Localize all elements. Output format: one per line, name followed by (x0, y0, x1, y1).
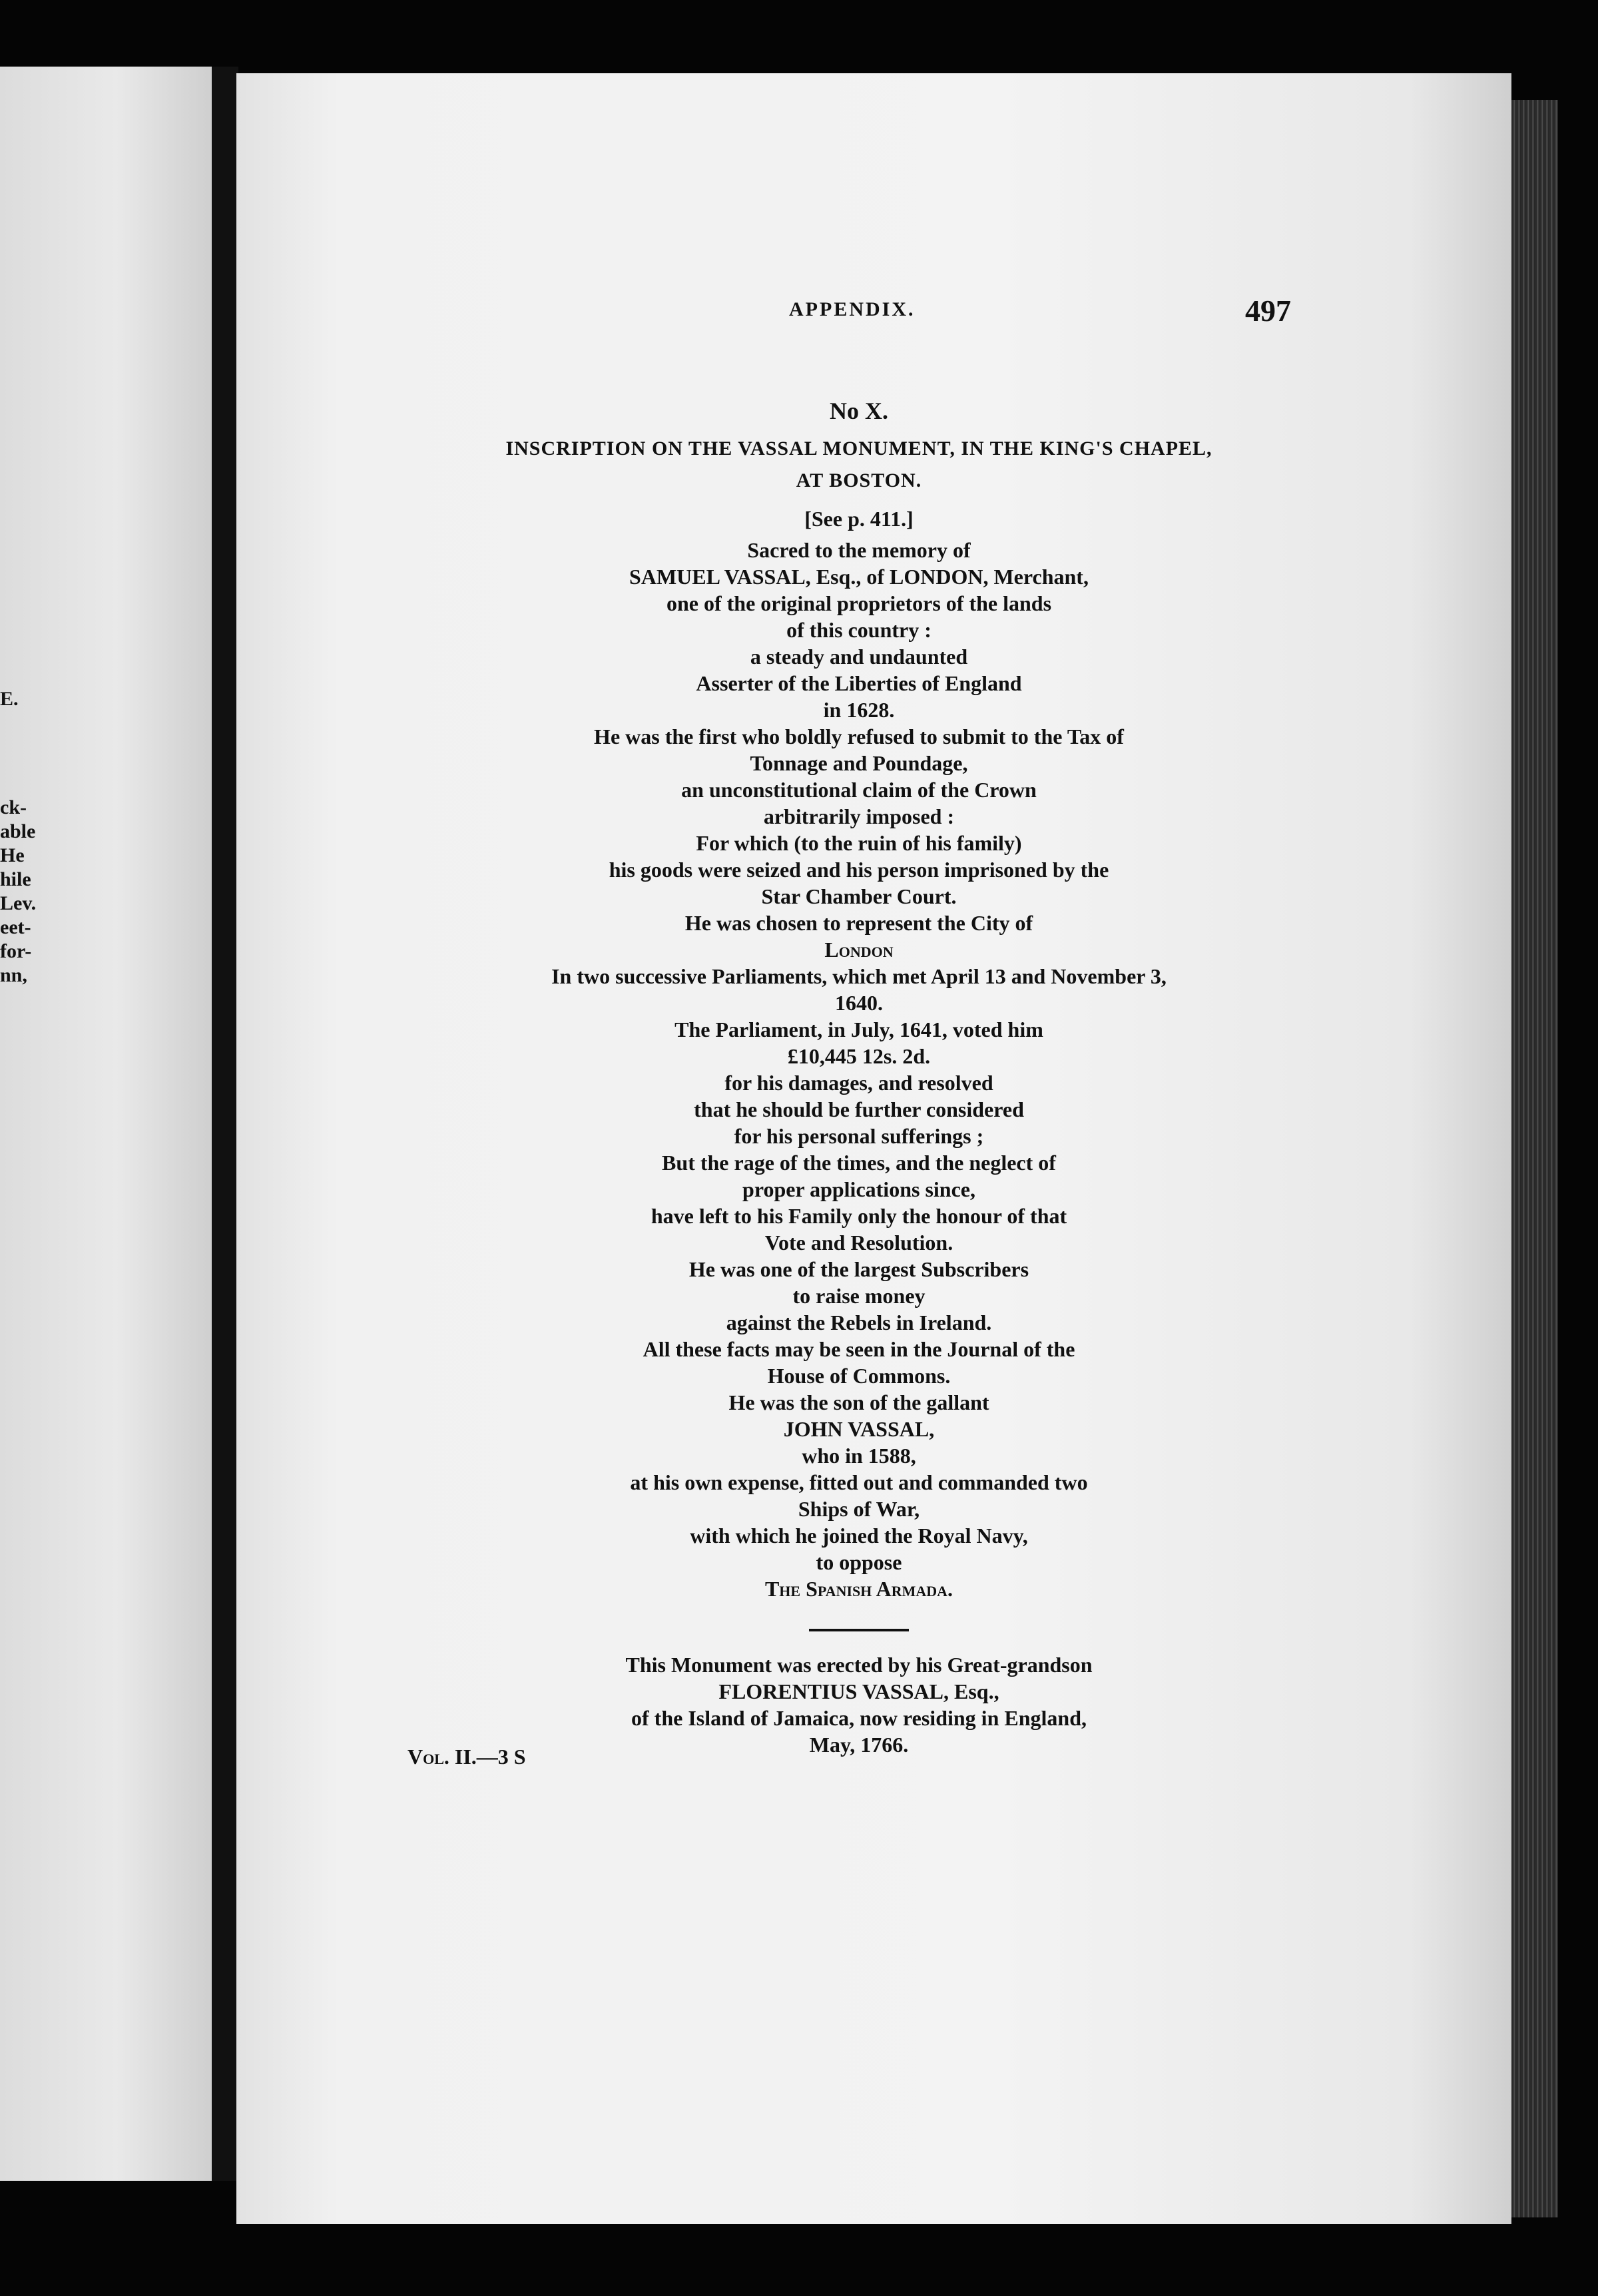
inscription-line: Star Chamber Court. (761, 884, 957, 908)
left-facing-page (0, 67, 212, 2181)
inscription-line: 1640. (835, 991, 883, 1015)
section-number: No X. (830, 398, 888, 424)
left-page-fragment: ck- (0, 796, 27, 818)
inscription-text (393, 537, 1325, 1602)
inscription-line: The Spanish Armada. (764, 1577, 953, 1601)
inscription-line: to raise money (792, 1284, 926, 1308)
inscription-line: of this country : (786, 618, 932, 642)
inscription-line: He was one of the largest Subscribers (688, 1257, 1029, 1281)
section-divider (809, 1629, 909, 1631)
inscription-line: The Parliament, in July, 1641, voted him (674, 1017, 1043, 1041)
inscription-line: For which (to the ruin of his family) (696, 831, 1022, 855)
inscription-line: a steady and undaunted (750, 645, 968, 669)
inscription-line: in 1628. (823, 698, 895, 722)
inscription-line: SAMUEL VASSAL, Esq., of LONDON, Merchant, (629, 565, 1089, 589)
dedication-line: May, 1766. (809, 1733, 909, 1757)
inscription-line: against the Rebels in Ireland. (726, 1310, 992, 1334)
inscription-line: an unconstitutional claim of the Crown (681, 778, 1037, 802)
inscription-line: his goods were seized and his person imprisoned by the (609, 858, 1109, 882)
section-title (393, 433, 1325, 497)
inscription-line: Tonnage and Poundage, (750, 751, 968, 775)
inscription-line: for his damages, and resolved (724, 1071, 993, 1095)
main-content (393, 393, 1325, 1758)
inscription-line: He was the first who boldly refused to submit to the Tax of (594, 724, 1124, 748)
inscription-line: JOHN VASSAL, (783, 1417, 935, 1441)
page-number: 497 (1245, 294, 1291, 328)
inscription-line: at his own expense, fitted out and commanded two (630, 1470, 1088, 1494)
left-page-fragment: able (0, 820, 36, 842)
inscription-line: London (824, 938, 894, 962)
inscription-line: proper applications since, (742, 1177, 975, 1201)
left-page-fragment: for- (0, 940, 32, 962)
inscription-line: for his personal sufferings ; (734, 1124, 984, 1148)
inscription-line: who in 1588, (802, 1444, 916, 1468)
inscription-line: Ships of War, (798, 1497, 920, 1521)
dedication-line: FLORENTIUS VASSAL, Esq., (718, 1679, 999, 1703)
inscription-line: Sacred to the memory of (747, 538, 971, 562)
inscription-line: Asserter of the Liberties of England (696, 671, 1022, 695)
inscription-line: £10,445 12s. 2d. (787, 1044, 931, 1068)
inscription-line: to oppose (816, 1550, 902, 1574)
inscription-line: Vote and Resolution. (764, 1231, 953, 1255)
section-title-line: INSCRIPTION ON THE VASSAL MONUMENT, IN THE KING'S CHAPEL, (505, 437, 1212, 459)
inscription-line: He was the son of the gallant (728, 1390, 989, 1414)
left-page-fragment: Lev. (0, 892, 37, 914)
left-page-fragment: nn, (0, 964, 27, 986)
inscription-line: In two successive Parliaments, which met April 13 and November 3, (551, 964, 1167, 988)
volume-signature: Vol. II.—3 S (407, 1745, 526, 1769)
page-edge (1511, 100, 1558, 2217)
inscription-line: All these facts may be seen in the Journal of the (643, 1337, 1075, 1361)
running-head: APPENDIX. (789, 298, 916, 320)
cross-reference: [See p. 411.] (804, 507, 914, 531)
dedication-line: of the Island of Jamaica, now residing in England, (631, 1706, 1087, 1730)
monument-dedication (393, 1651, 1325, 1758)
inscription-line: But the rage of the times, and the neglect of (662, 1151, 1056, 1175)
inscription-line: that he should be further considered (694, 1097, 1024, 1121)
left-page-fragment: He (0, 844, 25, 866)
section-title-line: AT BOSTON. (796, 469, 922, 491)
inscription-line: one of the original proprietors of the lands (666, 591, 1052, 615)
inscription-line: arbitrarily imposed : (763, 804, 955, 828)
inscription-line: House of Commons. (767, 1364, 951, 1388)
inscription-line: He was chosen to represent the City of (684, 911, 1033, 935)
left-page-fragment: E. (0, 688, 19, 710)
left-page-fragment: eet- (0, 916, 31, 938)
inscription-line: with which he joined the Royal Navy, (690, 1524, 1028, 1548)
inscription-line: have left to his Family only the honour of that (651, 1204, 1067, 1228)
dedication-line: This Monument was erected by his Great-grandson (625, 1653, 1093, 1677)
left-page-fragment: hile (0, 868, 31, 890)
book-spine (212, 67, 238, 2181)
